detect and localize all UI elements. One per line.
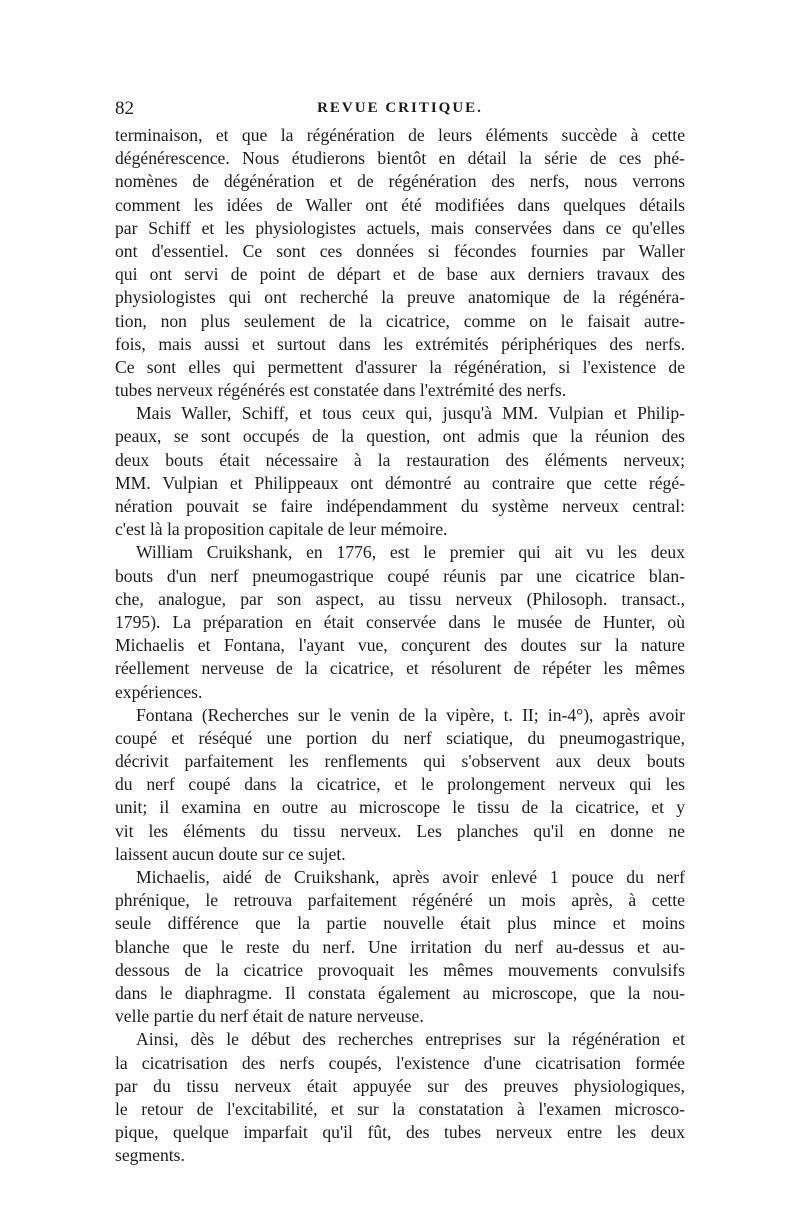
text-line: Ainsi, dès le début des recherches entreprises sur la régénération et xyxy=(136,1029,685,1050)
text-line: ont d'essentiel. Ce sont ces données si fécondes fournies par Waller xyxy=(115,240,685,261)
text-line: dans le diaphragme. Il constata également au microscope, que la nou- xyxy=(115,982,685,1003)
text-line: unit; il examina en outre au microscope le tissu de la cicatrice, et y xyxy=(115,797,685,818)
text-line: c'est là la proposition capitale de leur mémoire. xyxy=(115,519,448,540)
text-line: terminaison, et que la régénération de leurs éléments succède à cette xyxy=(115,125,685,145)
text-line: laissent aucun doute sur ce sujet. xyxy=(115,843,346,864)
text-line: nération pouvait se faire indépendamment du système nerveux central: xyxy=(115,496,685,516)
text-line: le retour de l'excitabilité, et sur la constatation à l'examen microsco- xyxy=(115,1098,685,1119)
text-line: physiologistes qui ont recherché la preuve anatomique de la régénéra- xyxy=(115,287,685,308)
text-line: pique, quelque imparfait qu'il fût, des tubes nerveux entre les deux xyxy=(115,1122,685,1143)
text-line: Michaelis et Fontana, l'ayant vue, conçurent des doutes sur la nature xyxy=(115,635,685,656)
text-line: décrivit parfaitement les renflements qui s'observent aux deux bouts xyxy=(115,751,685,772)
text-line: segments. xyxy=(115,1145,185,1166)
text-line: peaux, se sont occupés de la question, ont admis que la réunion des xyxy=(115,426,685,447)
text-line: blanche que le reste du nerf. Une irritation du nerf au-dessus et au- xyxy=(115,936,685,957)
text-line: réellement nerveuse de la cicatrice, et résolurent de répéter les mêmes xyxy=(115,658,685,679)
running-title: REVUE CRITIQUE. xyxy=(317,100,483,116)
text-line: dégénérescence. Nous étudierons bientôt en détail la série de ces phé- xyxy=(115,148,685,169)
text-line: comment les idées de Waller ont été modifiées dans quelques détails xyxy=(115,194,685,215)
text-line: deux bouts était nécessaire à la restauration des éléments nerveux; xyxy=(115,449,685,470)
text-line: velle partie du nerf était de nature nerveuse. xyxy=(115,1006,424,1027)
text-line: Ce sont elles qui permettent d'assurer la régénération, si l'existence de xyxy=(115,356,685,377)
text-line: 1795). La préparation en était conservée dans le musée de Hunter, où xyxy=(115,611,685,632)
text-line: vit les éléments du tissu nerveux. Les planches qu'il en donne ne xyxy=(115,820,685,841)
text-line: tubes nerveux régénérés est constatée dans l'extrémité des nerfs. xyxy=(115,380,567,401)
text-line: tion, non plus seulement de la cicatrice, comme on le faisait autre- xyxy=(115,310,685,331)
text-line: Mais Waller, Schiff, et tous ceux qui, jusqu'à MM. Vulpian et Philip- xyxy=(136,403,685,424)
page-header xyxy=(115,98,685,124)
text-line: par du tissu nerveux était appuyée sur des preuves physiologiques, xyxy=(115,1075,685,1096)
text-line: qui ont servi de point de départ et de base aux derniers travaux des xyxy=(115,264,685,285)
text-line: William Cruikshank, en 1776, est le premier qui ait vu les deux xyxy=(136,542,685,563)
text-line: Michaelis, aidé de Cruikshank, après avoir enlevé 1 pouce du nerf xyxy=(136,867,685,887)
text-line: par Schiff et les physiologistes actuels, mais conservées dans ce qu'elles xyxy=(115,217,685,238)
text-line: coupé et réséqué une portion du nerf sciatique, du pneumogastrique, xyxy=(115,727,685,748)
page-number: 82 xyxy=(115,98,134,119)
text-line: fois, mais aussi et surtout dans les extrémités périphériques des nerfs. xyxy=(115,333,685,354)
text-line: MM. Vulpian et Philippeaux ont démontré au contraire que cette régé- xyxy=(115,472,685,493)
text-line: seule différence que la partie nouvelle était plus mince et moins xyxy=(115,913,685,934)
text-line: bouts d'un nerf pneumogastrique coupé réunis par une cicatrice blan- xyxy=(115,565,685,586)
body-text xyxy=(115,124,685,1167)
text-line: expériences. xyxy=(115,681,203,702)
text-line: Fontana (Recherches sur le venin de la vipère, t. II; in-4°), après avoir xyxy=(136,704,685,725)
text-line: phrénique, le retrouva parfaitement régénéré un mois après, à cette xyxy=(115,890,685,911)
text-line: dessous de la cicatrice provoquait les mêmes mouvements convulsifs xyxy=(115,959,685,980)
text-line: la cicatrisation des nerfs coupés, l'existence d'une cicatrisation formée xyxy=(115,1052,685,1073)
text-line: che, analogue, par son aspect, au tissu nerveux (Philosoph. transact., xyxy=(115,588,685,609)
text-line: nomènes de dégénération et de régénération des nerfs, nous verrons xyxy=(115,171,685,192)
text-line: du nerf coupé dans la cicatrice, et le prolongement nerveux qui les xyxy=(115,774,685,795)
